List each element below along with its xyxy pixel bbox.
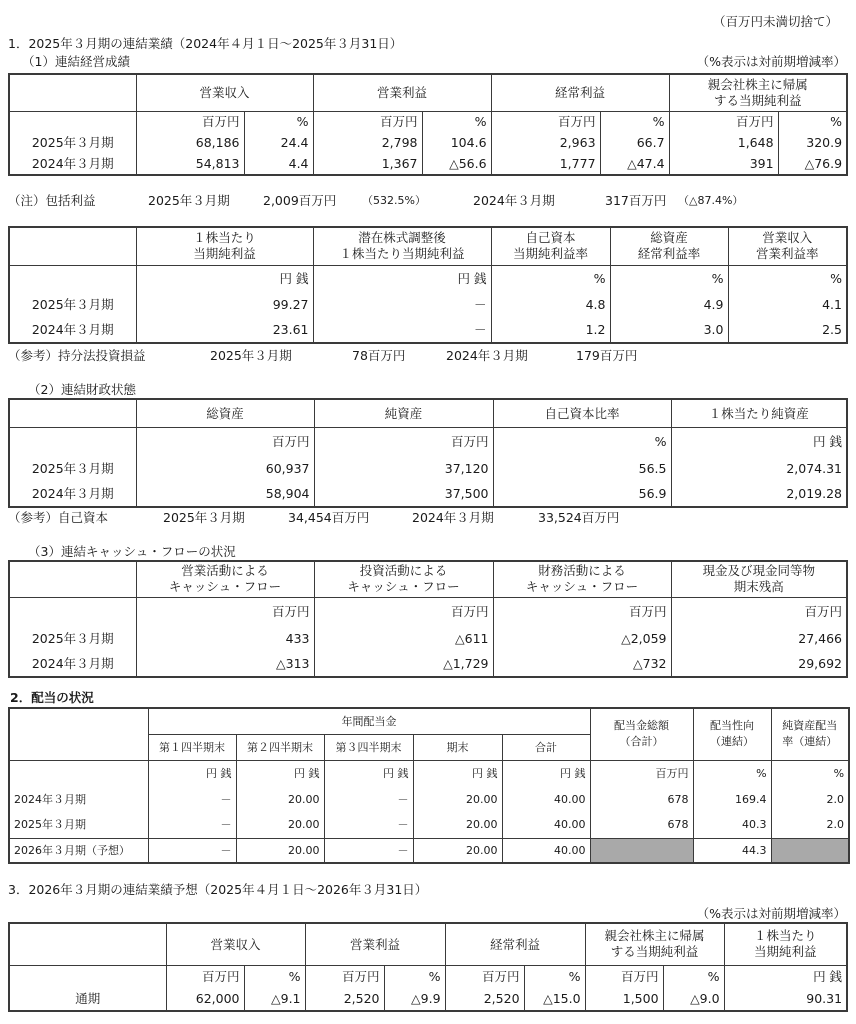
- shaded-cell: [771, 838, 849, 863]
- cell: 90.31: [724, 987, 847, 1011]
- col-payout-ratio: 配当性向 （連結）: [693, 708, 771, 760]
- unit: %: [244, 111, 313, 131]
- cell: 20.00: [413, 838, 502, 863]
- financial-position-table: [8, 398, 848, 508]
- cell: 40.00: [502, 812, 590, 838]
- table-row: [9, 625, 847, 651]
- col-total-dividend: 配当金総額 （合計）: [590, 708, 693, 760]
- cell: 58,904: [136, 481, 314, 507]
- blank-header: [9, 923, 166, 965]
- unit: 百万円: [305, 965, 384, 987]
- period-label: 2025年３月期: [9, 812, 148, 838]
- col-op-margin: 営業収入 営業利益率: [728, 227, 847, 265]
- note-period-2: 2024年３月期: [412, 510, 494, 525]
- section-1-title: 1．2025年３月期の連結業績（2024年４月１日～2025年３月31日）: [8, 36, 403, 51]
- cash-flow-title: （3）連結キャッシュ・フローの状況: [28, 544, 236, 559]
- period-label: 2025年３月期: [9, 455, 136, 481]
- note-value-1: 34,454百万円: [288, 510, 370, 525]
- cell: 1.2: [491, 317, 610, 343]
- cell: 20.00: [236, 812, 324, 838]
- col-cash-balance: 現金及び現金同等物 期末残高: [671, 561, 847, 597]
- cell: 169.4: [693, 786, 771, 812]
- col-equity-ratio: 自己資本比率: [493, 399, 671, 427]
- unit: 円 銭: [413, 760, 502, 786]
- col-investing-cf: 投資活動による キャッシュ・フロー: [314, 561, 493, 597]
- cell: 40.00: [502, 838, 590, 863]
- cell: △611: [314, 625, 493, 651]
- table-row-forecast: [9, 838, 849, 863]
- table-row: [9, 455, 847, 481]
- cell: △313: [136, 651, 314, 677]
- financial-position-title: （2）連結財政状態: [28, 382, 136, 397]
- forecast-pct-note: （%表示は対前期増減率）: [696, 906, 846, 921]
- table-row: [9, 987, 847, 1011]
- cell: 66.7: [600, 131, 669, 153]
- forecast-table: [8, 922, 848, 1012]
- cell: 20.00: [413, 812, 502, 838]
- col-net-income: 親会社株主に帰属 する当期純利益: [585, 923, 724, 965]
- table-row: [9, 317, 847, 343]
- cell: －: [313, 291, 491, 317]
- cell: △9.1: [244, 987, 305, 1011]
- unit: 円 銭: [236, 760, 324, 786]
- cell: △56.6: [422, 153, 491, 175]
- cell: 2,019.28: [671, 481, 847, 507]
- cell: 1,500: [585, 987, 663, 1011]
- cell: 54,813: [136, 153, 244, 175]
- cell: －: [148, 838, 236, 863]
- cell: 62,000: [166, 987, 244, 1011]
- col-year-end: 期末: [413, 734, 502, 760]
- col-ordinary-income: 経常利益: [491, 74, 669, 111]
- cell: 40.00: [502, 786, 590, 812]
- col-operating-revenue: 営業収入: [136, 74, 313, 111]
- period-label: 2025年３月期: [9, 131, 136, 153]
- table-row: [9, 131, 847, 153]
- blank-header: [9, 708, 148, 760]
- cell: △2,059: [493, 625, 671, 651]
- table-row: [9, 481, 847, 507]
- unit: 百万円: [314, 597, 493, 625]
- period-label: 2025年３月期: [9, 291, 136, 317]
- unit: %: [610, 265, 728, 291]
- note-value-2: 179百万円: [576, 348, 638, 363]
- cell: 2.0: [771, 786, 849, 812]
- cell: 68,186: [136, 131, 244, 153]
- unit: %: [422, 111, 491, 131]
- note-period-1: 2025年３月期: [148, 193, 230, 208]
- unit-note: （百万円未満切捨て）: [712, 14, 838, 29]
- period-label: 2026年３月期（予想）: [9, 838, 148, 863]
- unit: 百万円: [445, 965, 524, 987]
- blank-unit: [9, 597, 136, 625]
- unit: %: [524, 965, 585, 987]
- col-q1: 第１四半期末: [148, 734, 236, 760]
- table-row: [9, 812, 849, 838]
- cell: 4.9: [610, 291, 728, 317]
- col-net-assets: 純資産: [314, 399, 493, 427]
- unit: %: [600, 111, 669, 131]
- cell: 4.8: [491, 291, 610, 317]
- blank-header: [9, 227, 136, 265]
- unit: %: [771, 760, 849, 786]
- unit: 円 銭: [724, 965, 847, 987]
- cell: 23.61: [136, 317, 313, 343]
- cell: 44.3: [693, 838, 771, 863]
- shaded-cell: [590, 838, 693, 863]
- col-annual-dividend: 年間配当金: [148, 708, 590, 734]
- cell: △15.0: [524, 987, 585, 1011]
- cell: 2,520: [305, 987, 384, 1011]
- col-q2: 第２四半期末: [236, 734, 324, 760]
- period-label: 2024年３月期: [9, 153, 136, 175]
- cell: 1,777: [491, 153, 600, 175]
- blank-header: [9, 561, 136, 597]
- cell: 56.9: [493, 481, 671, 507]
- period-label: 通期: [9, 987, 166, 1011]
- col-total-assets: 総資産: [136, 399, 314, 427]
- note-period-2: 2024年３月期: [446, 348, 528, 363]
- cell: 4.4: [244, 153, 313, 175]
- blank-unit: [9, 760, 148, 786]
- col-eps: １株当たり 当期純利益: [724, 923, 847, 965]
- cell: 4.1: [728, 291, 847, 317]
- blank-unit: [9, 965, 166, 987]
- section-1-1-title: （1）連結経営成績: [22, 54, 130, 69]
- equity-label: （参考）自己資本: [8, 510, 109, 525]
- unit: 円 銭: [136, 265, 313, 291]
- cell: 320.9: [778, 131, 847, 153]
- cell: －: [148, 812, 236, 838]
- period-label: 2025年３月期: [9, 625, 136, 651]
- cell: 37,500: [314, 481, 493, 507]
- cell: 3.0: [610, 317, 728, 343]
- col-financing-cf: 財務活動による キャッシュ・フロー: [493, 561, 671, 597]
- period-label: 2024年３月期: [9, 786, 148, 812]
- unit: %: [384, 965, 445, 987]
- col-operating-income: 営業利益: [313, 74, 491, 111]
- note-period-2: 2024年３月期: [473, 193, 555, 208]
- cell: 2.0: [771, 812, 849, 838]
- cell: －: [324, 786, 413, 812]
- unit: %: [778, 111, 847, 131]
- cell: 433: [136, 625, 314, 651]
- note-value-1: 2,009百万円: [263, 193, 337, 208]
- unit: 百万円: [493, 597, 671, 625]
- cell: 678: [590, 812, 693, 838]
- unit: %: [693, 760, 771, 786]
- cell: △732: [493, 651, 671, 677]
- col-ordinary-income: 経常利益: [445, 923, 585, 965]
- unit: 百万円: [136, 111, 244, 131]
- note-period-1: 2025年３月期: [163, 510, 245, 525]
- cell: 2,074.31: [671, 455, 847, 481]
- col-doe: 純資産配当 率（連結）: [771, 708, 849, 760]
- cell: 2,520: [445, 987, 524, 1011]
- unit: %: [491, 265, 610, 291]
- blank-unit: [9, 265, 136, 291]
- cell: 2.5: [728, 317, 847, 343]
- cell: 678: [590, 786, 693, 812]
- cell: 2,963: [491, 131, 600, 153]
- col-net-income: 親会社株主に帰属 する当期純利益: [669, 74, 847, 111]
- col-total: 合計: [502, 734, 590, 760]
- cell: 27,466: [671, 625, 847, 651]
- unit: %: [728, 265, 847, 291]
- cell: －: [324, 838, 413, 863]
- period-label: 2024年３月期: [9, 651, 136, 677]
- cell: △1,729: [314, 651, 493, 677]
- unit: 百万円: [136, 427, 314, 455]
- cell: 37,120: [314, 455, 493, 481]
- cell: 24.4: [244, 131, 313, 153]
- period-label: 2024年３月期: [9, 317, 136, 343]
- forecast-title: 3．2026年３月期の連結業績予想（2025年４月１日～2026年３月31日）: [8, 882, 428, 897]
- note-value-2: 317百万円: [605, 193, 667, 208]
- unit: 百万円: [585, 965, 663, 987]
- table-row: [9, 786, 849, 812]
- unit: 百万円: [313, 111, 422, 131]
- cell: 40.3: [693, 812, 771, 838]
- cell: 1,648: [669, 131, 778, 153]
- unit: 百万円: [136, 597, 314, 625]
- cell: 1,367: [313, 153, 422, 175]
- cell: －: [148, 786, 236, 812]
- cell: △9.0: [663, 987, 724, 1011]
- cell: 29,692: [671, 651, 847, 677]
- blank-unit: [9, 427, 136, 455]
- cell: 99.27: [136, 291, 313, 317]
- cell: 20.00: [413, 786, 502, 812]
- unit: 百万円: [491, 111, 600, 131]
- unit: 百万円: [669, 111, 778, 131]
- dividends-table: [8, 707, 850, 864]
- cell: 20.00: [236, 786, 324, 812]
- blank-header: [9, 399, 136, 427]
- unit: %: [663, 965, 724, 987]
- comprehensive-income-label: （注）包括利益: [8, 193, 96, 208]
- note-value-1: 78百万円: [352, 348, 406, 363]
- unit: 円 銭: [502, 760, 590, 786]
- cash-flow-table: [8, 560, 848, 678]
- unit: 百万円: [590, 760, 693, 786]
- period-label: 2024年３月期: [9, 481, 136, 507]
- unit: 百万円: [314, 427, 493, 455]
- cell: 2,798: [313, 131, 422, 153]
- note-period-1: 2025年３月期: [210, 348, 292, 363]
- per-share-table: [8, 226, 848, 344]
- unit: 百万円: [671, 597, 847, 625]
- dividends-title: 2．配当の状況: [10, 690, 94, 705]
- unit: %: [493, 427, 671, 455]
- col-bps: １株当たり純資産: [671, 399, 847, 427]
- cell: －: [313, 317, 491, 343]
- cell: －: [324, 812, 413, 838]
- cell: 56.5: [493, 455, 671, 481]
- table-row: [9, 651, 847, 677]
- unit: 円 銭: [324, 760, 413, 786]
- col-operating-revenue: 営業収入: [166, 923, 305, 965]
- cell: 104.6: [422, 131, 491, 153]
- col-roe: 自己資本 当期純利益率: [491, 227, 610, 265]
- cell: △47.4: [600, 153, 669, 175]
- unit: 百万円: [166, 965, 244, 987]
- note-value-2: 33,524百万円: [538, 510, 620, 525]
- col-roa: 総資産 経常利益率: [610, 227, 728, 265]
- col-operating-income: 営業利益: [305, 923, 445, 965]
- col-q3: 第３四半期末: [324, 734, 413, 760]
- cell: 391: [669, 153, 778, 175]
- col-diluted-eps: 潜在株式調整後 １株当たり当期純利益: [313, 227, 491, 265]
- blank-header: [9, 74, 136, 111]
- col-operating-cf: 営業活動による キャッシュ・フロー: [136, 561, 314, 597]
- cell: △76.9: [778, 153, 847, 175]
- pct-note: （%表示は対前期増減率）: [696, 54, 846, 69]
- note-rate-1: （532.5%）: [362, 194, 426, 207]
- unit: %: [244, 965, 305, 987]
- unit: 円 銭: [671, 427, 847, 455]
- cell: 60,937: [136, 455, 314, 481]
- unit: 円 銭: [313, 265, 491, 291]
- blank-unit: [9, 111, 136, 131]
- table-row: [9, 153, 847, 175]
- operating-results-table: [8, 73, 848, 176]
- unit: 円 銭: [148, 760, 236, 786]
- cell: △9.9: [384, 987, 445, 1011]
- col-eps: １株当たり 当期純利益: [136, 227, 313, 265]
- table-row: [9, 291, 847, 317]
- cell: 20.00: [236, 838, 324, 863]
- equity-method-label: （参考）持分法投資損益: [8, 348, 146, 363]
- note-rate-2: （△87.4%）: [678, 194, 744, 207]
